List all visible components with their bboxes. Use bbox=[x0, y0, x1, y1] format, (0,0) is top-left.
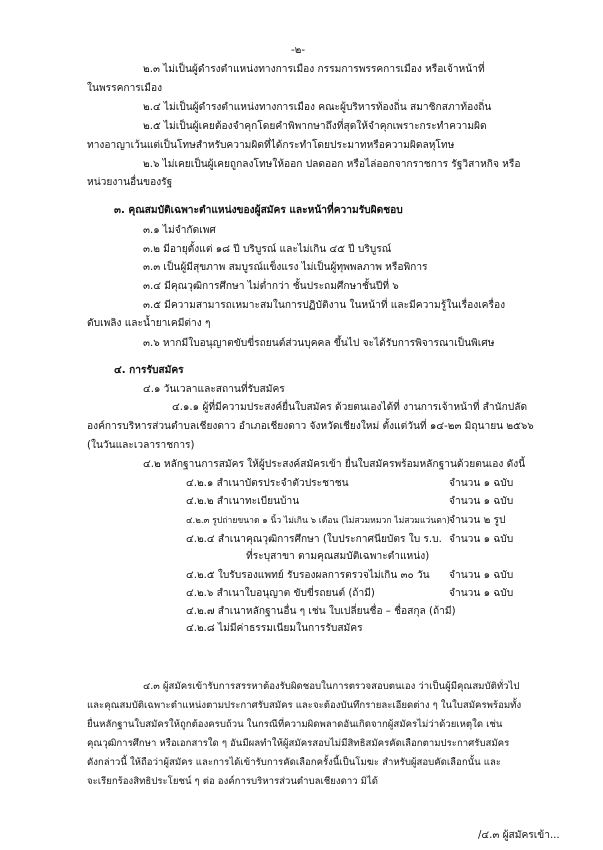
doc-item-amount: จำนวน ๑ ฉบับ bbox=[449, 496, 514, 507]
doc-item-amount: จำนวน ๑ ฉบับ bbox=[449, 570, 514, 581]
section-3-heading: ๓. คุณสมบัติเฉพาะตำแหน่งของผู้สมัคร และหน้าที่ความรับผิดชอบ bbox=[114, 205, 403, 216]
qual-2-4: ๒.๔ ไม่เป็นผู้ดำรงตำแหน่งทางการเมือง คณะผู้บริหารท้องถิ่น สมาชิกสภาท้องถิ่น bbox=[143, 102, 492, 113]
doc-item-amount: จำนวน ๒ รูป bbox=[449, 515, 506, 526]
qual-3-5: ๓.๕ มีความสามารถเหมาะสมในการปฏิบัติงาน ในหน้าที่ และมีความรู้ในเรื่องเครื่อง bbox=[143, 300, 506, 311]
doc-item-amount: จำนวน ๑ ฉบับ bbox=[449, 534, 514, 545]
doc-item-label: ๔.๒.๗ สำเนาหลักฐานอื่น ๆ เช่น ใบเปลี่ยนชื่อ – ชื่อสกุล (ถ้ามี) bbox=[186, 606, 456, 617]
qual-2-5-cont: ทางอาญาเว้นแต่เป็นโทษสำหรับความผิดที่ได้กระทำโดยประมาทหรือความผิดลหุโทษ bbox=[87, 140, 455, 151]
s411-line-1: ๔.๑.๑ ผู้ที่มีความประสงค์ยื่นใบสมัคร ด้วยตนเองได้ที่ งานการเจ้าหน้าที่ สำนักปลัด bbox=[172, 402, 528, 413]
qual-3-3: ๓.๓ เป็นผู้มีสุขภาพ สมบูรณ์แข็งแรง ไม่เป็นผู้ทุพพลภาพ หรือพิการ bbox=[143, 262, 428, 273]
qual-2-6-cont: หน่วยงานอื่นของรัฐ bbox=[87, 177, 173, 188]
doc-item-label: ๔.๒.๔ สำเนาคุณวุฒิการศึกษา (ใบประกาศนียบัตร ใบ ร.บ. bbox=[186, 534, 442, 545]
section-4-1-title: ๔.๑ วันเวลาและสถานที่รับสมัคร bbox=[143, 384, 285, 395]
doc-item-label: ๔.๒.๑ สำเนาบัตรประจำตัวประชาชน bbox=[186, 478, 349, 489]
qual-3-1: ๓.๑ ไม่จำกัดเพศ bbox=[143, 225, 216, 236]
section-4-2-title: ๔.๒ หลักฐานการสมัคร ให้ผู้ประสงค์สมัครเข้า ยื่นใบสมัครพร้อมหลักฐานด้วยตนเอง ดังนี้ bbox=[143, 459, 526, 470]
s43-line: ๔.๓ ผู้สมัครเข้ารับการสรรหาต้องรับผิดชอบในการตรวจสอบตนเอง ว่าเป็นผู้มีคุณสมบัติทั่วไป bbox=[143, 681, 520, 692]
doc-item-label: ๔.๒.๘ ไม่มีค่าธรรมเนียมในการรับสมัคร bbox=[186, 623, 363, 634]
doc-item-amount: จำนวน ๑ ฉบับ bbox=[449, 478, 514, 489]
s43-line: จะเรียกร้องสิทธิประโยชน์ ๆ ต่อ องค์การบริหารส่วนตำบลเชียงดาว มิได้ bbox=[87, 776, 379, 787]
doc-item-label: ๔.๒.๖ สำเนาใบอนุญาต ขับขี่รถยนต์ (ถ้ามี) bbox=[186, 588, 375, 599]
doc-item-label: ๔.๒.๓ รูปถ่ายขนาด ๑ นิ้ว ไม่เกิน ๖ เดือน (ไม่สวมหมวก ไม่สวมแว่นตา) bbox=[186, 516, 450, 526]
qual-2-5: ๒.๕ ไม่เป็นผู้เคยต้องจำคุกโดยคำพิพากษาถึงที่สุดให้จำคุกเพราะกระทำความผิด bbox=[143, 121, 487, 132]
qual-3-2: ๓.๒ มีอายุตั้งแต่ ๑๘ ปี บริบูรณ์ และไม่เกิน ๔๕ ปี บริบูรณ์ bbox=[143, 244, 392, 255]
doc-item-label: ๔.๒.๕ ใบรับรองแพทย์ รับรองผลการตรวจไม่เกิน ๓๐ วัน bbox=[186, 570, 430, 581]
s43-line: และคุณสมบัติเฉพาะตำแหน่งตามประกาศรับสมัคร และจะต้องบันทึกรายละเอียดต่าง ๆ ในใบสมัครพร้อมทั้ง bbox=[87, 700, 522, 711]
qual-3-6: ๓.๖ หากมีใบอนุญาตขับขี่รถยนต์ส่วนบุคคล ขึ้นไป จะได้รับการพิจารณาเป็นพิเศษ bbox=[143, 338, 495, 349]
section-4-heading: ๔. การรับสมัคร bbox=[114, 365, 184, 376]
s43-line: ดังกล่าวนี้ ให้ถือว่าผู้สมัคร และการได้เข้ารับการคัดเลือกครั้งนี้เป็นโมฆะ สำหรับผู้สอบคัดเลือกนั้น และ bbox=[87, 757, 502, 768]
s43-line: คุณวุฒิการศึกษา หรือเอกสารใด ๆ อันมีผลทำให้ผู้สมัครสอบไม่มีสิทธิสมัครคัดเลือกตามประกาศรับสมัคร bbox=[87, 738, 510, 749]
qual-2-6: ๒.๖ ไม่เคยเป็นผู้เคยถูกลงโทษให้ออก ปลดออก หรือไล่ออกจากราชการ รัฐวิสาหกิจ หรือ bbox=[143, 159, 521, 170]
s411-line-2: องค์การบริหารส่วนตำบลเชียงดาว อำเภอเชียงดาว จังหวัดเชียงใหม่ ตั้งแต่วันที่ ๑๔-๒๓ มิถุนายน ๒๕๖๖ bbox=[87, 421, 534, 432]
qual-2-3-cont: ในพรรคการเมือง bbox=[87, 83, 163, 94]
qual-3-5-cont: ดับเพลิง และน้ำยาเคมีต่าง ๆ bbox=[87, 318, 211, 329]
s43-line: ยื่นหลักฐานใบสมัครให้ถูกต้องครบถ้วน ในกรณีที่ความผิดพลาดอันเกิดจากผู้สมัครไม่ว่าด้วยเหตุใด เช่น bbox=[87, 719, 503, 730]
s411-line-3: (ในวันและเวลาราชการ) bbox=[87, 440, 195, 451]
doc-item-label-cont: ที่ระบุสาขา ตามคุณสมบัติเฉพาะตำแหน่ง) bbox=[246, 551, 430, 562]
doc-item-label: ๔.๒.๒ สำเนาทะเบียนบ้าน bbox=[186, 496, 300, 507]
qual-3-4: ๓.๔ มีคุณวุฒิการศึกษา ไม่ต่ำกว่า ชั้นประถมศึกษาชั้นปีที่ ๖ bbox=[143, 281, 399, 292]
doc-item-amount: จำนวน ๑ ฉบับ bbox=[449, 588, 514, 599]
continue-marker: /๔.๓ ผู้สมัครเข้า... bbox=[478, 830, 560, 841]
qual-2-3: ๒.๓ ไม่เป็นผู้ดำรงตำแหน่งทางการเมือง กรรมการพรรคการเมือง หรือเจ้าหน้าที่ bbox=[143, 64, 485, 75]
page-number: -๒- bbox=[291, 45, 306, 56]
